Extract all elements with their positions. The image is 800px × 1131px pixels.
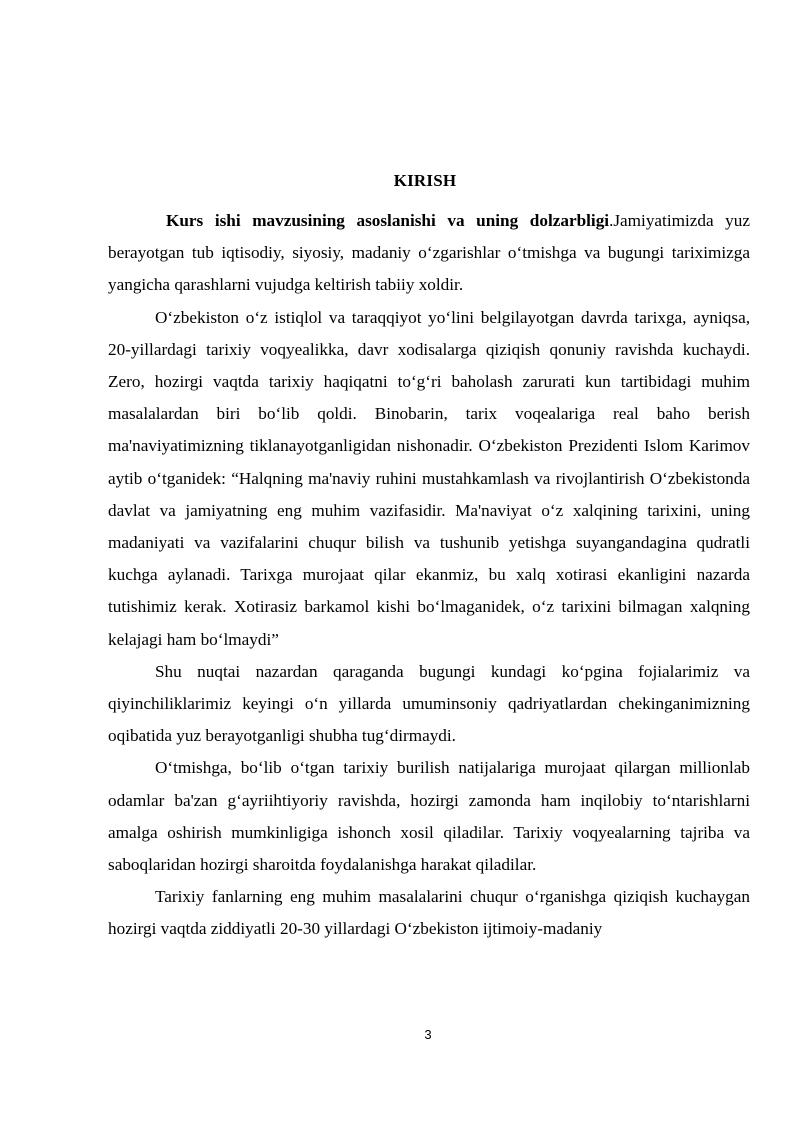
- intro-text: .Jamiyatimizda yuz berayotgan tub iqtisodiy, siyosiy, madaniy o‘zgarishlar o‘tmishga va bugungi tariximizga yangicha qarashlarni vujudga keltirish tabiiy xoldir.: [108, 211, 751, 295]
- body-text: [108, 205, 750, 946]
- paragraph-4: Tarixiy fanlarning eng muhim masalalarini chuqur o‘rganishga qiziqish kuchaygan hozirgi vaqtda ziddiyatli 20-30 yillardagi O‘zbekiston ijtimoiy-madaniy: [108, 887, 750, 939]
- paragraph-2: Shu nuqtai nazardan qaraganda bugungi kundagi ko‘pgina fojialarimiz va qiyinchiliklarimiz keyingi o‘n yillarda umuminsoniy qadriyatlardan chekinganimizning oqibatida yuz berayotganligi shubha tug‘dirmaydi.: [108, 661, 750, 746]
- intro-lead: Kurs ishi mavzusining asoslanishi va uning dolzarbligi: [166, 211, 610, 230]
- paragraph-1: O‘zbekiston o‘z istiqlol va taraqqiyot yo‘lini belgilayotgan davrda tarixga, ayniqsa, 20-yillardagi tarixiy voqyealikka, davr xodisalarga qiziqish qonuniy ravishda kuchaydi. Zero, hozirgi vaqtda tarixiy haqiqatni to‘g‘ri baholash zarurati kun tartibidagi muhim masalalardan biri bo‘lib qoldi. Binobarin, tarix voqealariga real baho berish ma'naviyatimizning tiklanayotganligidan nishonadir. O‘zbekiston Prezidenti Islom Karimov aytib o‘tganidek: “Halqning ma'naviy ruhini mustahkamlash va rivojlantirish O‘zbekistonda davlat va jamiyatning eng muhim vazifasidir. Ma'naviyat o‘z xalqining tarixini, uning madaniyati va vazifalarini chuqur bilish va tushunib yetishga suyangandagina qudratli kuchga aylanadi. Tarixga murojaat qilar ekanmiz, bu xalq xotirasi ekanligini nazarda tutishimiz kerak. Xotirasiz barkamol kishi bo‘lmaganidek, o‘z tarixini bilmagan xalqning kelajagi ham bo‘lmaydi”: [108, 307, 750, 649]
- paragraph-3: O‘tmishga, bo‘lib o‘tgan tarixiy burilish natijalariga murojaat qilargan millionlab odamlar ba'zan g‘ayriihtiyoriy ravishda, hozirgi zamonda ham inqilobiy to‘ntarishlarni amalga oshirish mumkinligiga ishonch xosil qiladilar. Tarixiy voqyealarning tajriba va saboqlaridan hozirgi sharoitda foydalanishga harakat qiladilar.: [108, 758, 750, 875]
- page-number: 3: [424, 1027, 432, 1042]
- section-heading: KIRISH: [393, 171, 457, 190]
- intro-paragraph: [108, 205, 750, 302]
